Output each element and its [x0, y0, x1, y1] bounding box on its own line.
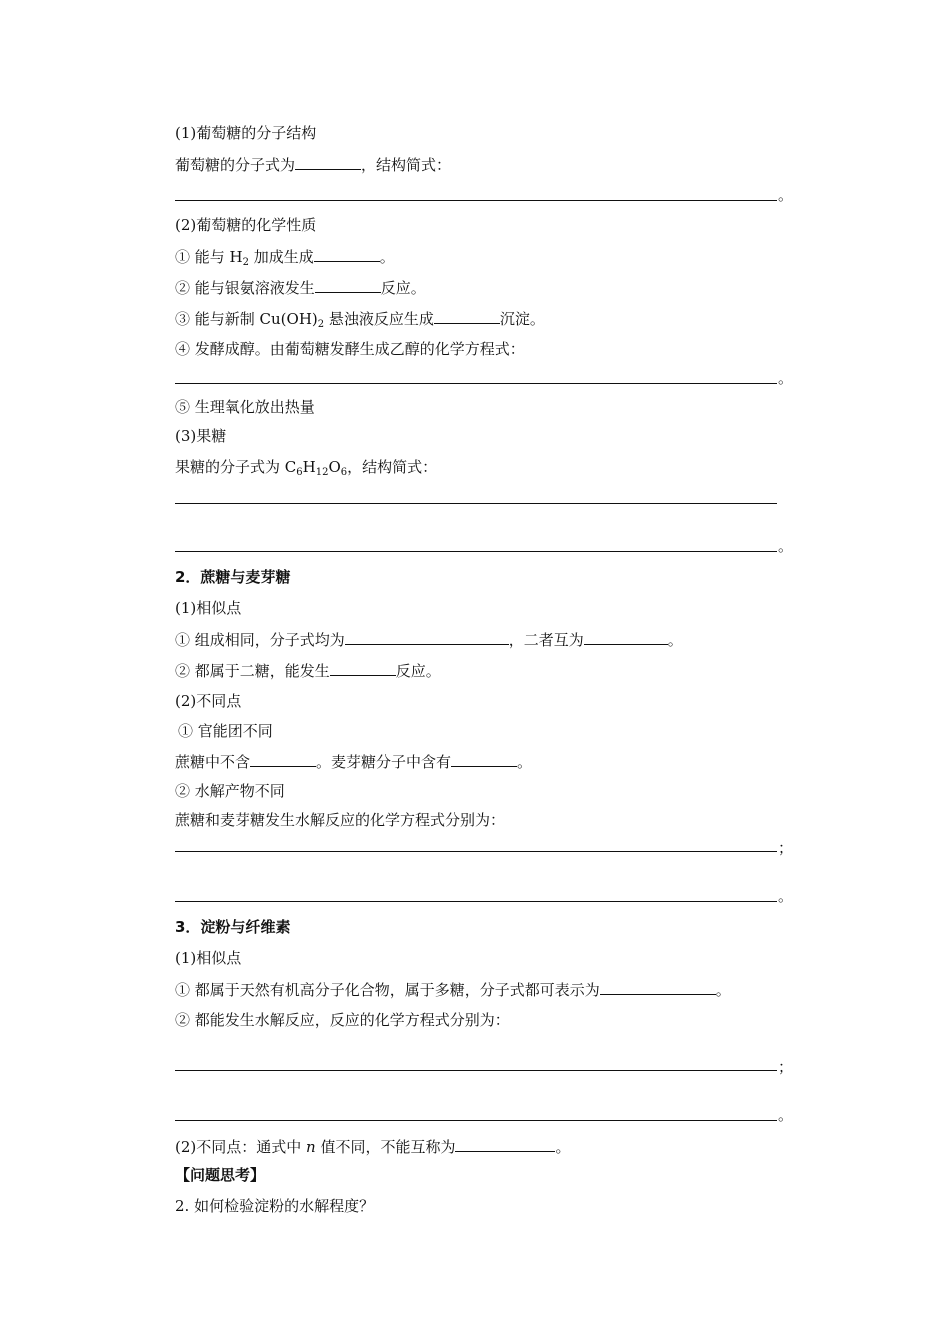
period-mark: 。: [778, 887, 794, 905]
answer-blank[interactable]: [455, 1136, 555, 1152]
answer-rule[interactable]: [175, 1120, 777, 1121]
difference-2-detail: 蔗糖和麦芽糖发生水解反应的化学方程式分别为：: [175, 811, 506, 829]
question-heading: 【问题思考】: [175, 1166, 266, 1184]
answer-rule[interactable]: [175, 383, 777, 384]
period-mark: 。: [778, 369, 794, 387]
answer-blank[interactable]: [451, 751, 517, 767]
answer-rule[interactable]: [175, 901, 777, 902]
period-mark: 。: [778, 1106, 794, 1124]
answer-blank[interactable]: [315, 277, 381, 293]
similarity-heading-3: (1)相似点: [175, 949, 242, 967]
answer-blank[interactable]: [295, 154, 361, 170]
question-2: 2. 如何检验淀粉的水解程度？: [175, 1197, 375, 1215]
property-4: ④ 发酵成醇。由葡萄糖发酵生成乙醇的化学方程式：: [175, 340, 525, 358]
answer-blank[interactable]: [330, 660, 396, 676]
answer-rule[interactable]: [175, 851, 777, 852]
glucose-properties-heading: (2)葡萄糖的化学性质: [175, 216, 317, 234]
glucose-formula-line: 葡萄糖的分子式为 ，结构简式：: [175, 156, 452, 174]
fructose-formula-line: 果糖的分子式为 $C_6H_{12}O_6$，结构简式：: [175, 458, 438, 478]
difference-1: ① 官能团不同: [178, 722, 273, 740]
answer-rule[interactable]: [175, 551, 777, 552]
similarity-heading: (1)相似点: [175, 599, 242, 617]
property-2: ② 能与银氨溶液发生 反应。: [175, 279, 426, 297]
fructose-heading: (3)果糖: [175, 427, 227, 445]
property-3: ③ 能与新制 $Cu(OH)_2$ 悬浊液反应生成 沉淀。: [175, 310, 545, 330]
difference-1-detail: 蔗糖中不含 。麦芽糖分子中含有 。: [175, 753, 533, 771]
difference-3: (2)不同点：通式中 n 值不同，不能互称为 。: [175, 1138, 571, 1156]
semicolon-mark: ；: [778, 839, 794, 857]
section-3-title: 3．淀粉与纤维素: [175, 918, 291, 936]
similarity-1: ① 组成相同，分子式均为 ，二者互为 。: [175, 631, 683, 649]
glucose-structure-heading: (1)葡萄糖的分子结构: [175, 124, 317, 142]
section-2-title: 2．蔗糖与麦芽糖: [175, 568, 291, 586]
property-5: ⑤ 生理氧化放出热量: [175, 398, 315, 416]
answer-blank[interactable]: [584, 629, 668, 645]
answer-blank[interactable]: [345, 629, 509, 645]
answer-rule[interactable]: [175, 200, 777, 201]
property-1: ① 能与 $H_2$ 加成生成 。: [175, 248, 395, 268]
similarity-3-1: ① 都属于天然有机高分子化合物，属于多糖，分子式都可表示为 。: [175, 981, 731, 999]
period-mark: 。: [778, 186, 794, 204]
period-mark: 。: [778, 537, 794, 555]
answer-blank[interactable]: [250, 751, 316, 767]
similarity-3-2: ② 都能发生水解反应，反应的化学方程式分别为：: [175, 1011, 510, 1029]
similarity-2: ② 都属于二糖，能发生 反应。: [175, 662, 441, 680]
answer-blank[interactable]: [600, 979, 716, 995]
difference-heading: (2)不同点: [175, 692, 242, 710]
answer-blank[interactable]: [314, 246, 380, 262]
answer-blank[interactable]: [434, 308, 500, 324]
answer-rule[interactable]: [175, 1070, 777, 1071]
difference-2: ② 水解产物不同: [175, 782, 285, 800]
answer-rule[interactable]: [175, 503, 777, 504]
semicolon-mark: ；: [778, 1058, 794, 1076]
